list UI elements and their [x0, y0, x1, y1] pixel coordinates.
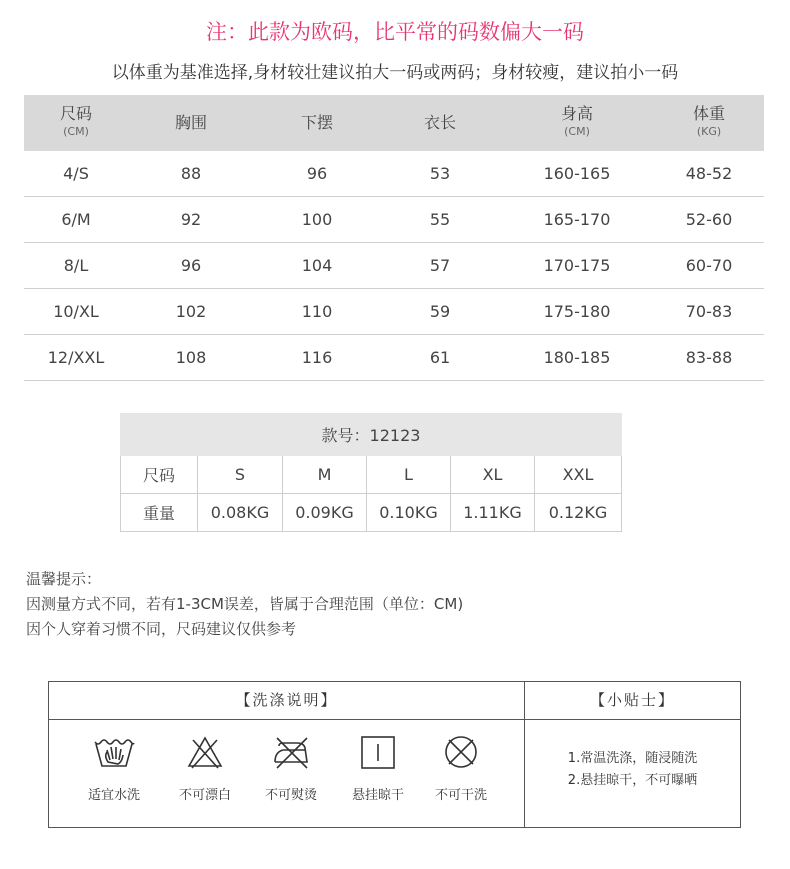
- cell-height: 175-180: [500, 289, 654, 335]
- hang-dry-icon: [358, 734, 398, 770]
- header-hem: 下摆: [254, 95, 380, 151]
- cell-weight: 52-60: [654, 197, 764, 243]
- header-chest: 胸围: [128, 95, 254, 151]
- header-size: 尺码 (CM): [24, 95, 128, 151]
- cell-length: 59: [380, 289, 500, 335]
- cell-hem: 96: [254, 151, 380, 197]
- header-weight: 体重 (KG): [654, 95, 764, 151]
- care-item-no-bleach: [160, 734, 250, 803]
- cell-weight: 0.12KG: [535, 494, 622, 532]
- cell-hem: 116: [254, 335, 380, 381]
- row-label-weight: 重量: [121, 494, 198, 532]
- cell-hem: 100: [254, 197, 380, 243]
- cell-size: 8/L: [24, 243, 128, 289]
- cell-hem: 104: [254, 243, 380, 289]
- table-row: [121, 494, 622, 532]
- cell-height: 170-175: [500, 243, 654, 289]
- cell-size: S: [198, 456, 283, 494]
- cell-length: 53: [380, 151, 500, 197]
- divider: [525, 719, 740, 720]
- cell-weight: 60-70: [654, 243, 764, 289]
- cell-weight: 0.08KG: [198, 494, 283, 532]
- care-item-no-iron: [246, 734, 336, 803]
- cell-size: XXL: [535, 456, 622, 494]
- cell-weight: 83-88: [654, 335, 764, 381]
- cell-weight: 1.11KG: [451, 494, 535, 532]
- cell-length: 61: [380, 335, 500, 381]
- cell-length: 55: [380, 197, 500, 243]
- care-item-no-dry-clean: [416, 734, 506, 803]
- hand-wash-icon: [92, 734, 136, 770]
- table-row: [24, 243, 764, 289]
- care-label: 不可漂白: [178, 788, 231, 803]
- weight-table-header-row: [121, 414, 622, 456]
- no-iron-icon: [269, 734, 313, 770]
- size-advice: 以体重为基准选择,身材较壮建议拍大一码或两码；身材较瘦，建议拍小一码: [111, 63, 679, 83]
- table-row: [24, 151, 764, 197]
- warm-tips: [26, 567, 463, 642]
- table-row: [121, 456, 622, 494]
- wash-instructions-title: 【洗涤说明】: [235, 691, 338, 709]
- care-label: 悬挂晾干: [351, 788, 404, 803]
- table-row: [24, 289, 764, 335]
- care-instructions-box: [48, 681, 741, 828]
- cell-size: 6/M: [24, 197, 128, 243]
- cell-size: L: [367, 456, 451, 494]
- care-item-hang-dry: [333, 734, 423, 803]
- tip-line: 1.常温洗涤，随浸随洗: [567, 751, 698, 766]
- row-label-size: 尺码: [121, 456, 198, 494]
- cell-height: 180-185: [500, 335, 654, 381]
- cell-height: 160-165: [500, 151, 654, 197]
- care-label: 不可熨烫: [264, 788, 317, 803]
- care-label: 适宜水洗: [87, 788, 140, 803]
- product-weight-table: [120, 413, 622, 532]
- cell-chest: 108: [128, 335, 254, 381]
- cell-chest: 96: [128, 243, 254, 289]
- tips-title: 温馨提示：: [26, 570, 102, 588]
- cell-size: 4/S: [24, 151, 128, 197]
- cell-height: 165-170: [500, 197, 654, 243]
- care-tips: [525, 748, 740, 792]
- tips-title-box: 【小贴士】: [589, 691, 675, 709]
- header-length: 衣长: [380, 95, 500, 151]
- cell-weight: 70-83: [654, 289, 764, 335]
- style-number: 款号：12123: [121, 414, 622, 456]
- no-bleach-icon: [185, 734, 225, 770]
- cell-chest: 92: [128, 197, 254, 243]
- size-chart-header-row: [24, 95, 764, 151]
- cell-hem: 110: [254, 289, 380, 335]
- tips-line-measurement: 因测量方式不同，若有1-3CM误差，皆属于合理范围（单位：CM): [26, 595, 464, 613]
- cell-chest: 102: [128, 289, 254, 335]
- cell-weight: 0.10KG: [367, 494, 451, 532]
- cell-size: M: [283, 456, 367, 494]
- divider: [49, 719, 524, 720]
- size-chart-table: [24, 95, 764, 381]
- cell-weight: 0.09KG: [283, 494, 367, 532]
- tips-line-reference: 因个人穿着习惯不同，尺码建议仅供参考: [26, 620, 297, 638]
- cell-weight: 48-52: [654, 151, 764, 197]
- cell-size: 10/XL: [24, 289, 128, 335]
- cell-chest: 88: [128, 151, 254, 197]
- header-height: 身高 (CM): [500, 95, 654, 151]
- table-row: [24, 335, 764, 381]
- cell-length: 57: [380, 243, 500, 289]
- tip-line: 2.悬挂晾干，不可曝晒: [567, 773, 698, 788]
- care-item-hand-wash: [69, 734, 159, 803]
- euro-size-notice: 注：此款为欧码，比平常的码数偏大一码: [206, 20, 584, 44]
- table-row: [24, 197, 764, 243]
- cell-size: XL: [451, 456, 535, 494]
- cell-size: 12/XXL: [24, 335, 128, 381]
- care-label: 不可干洗: [434, 788, 487, 803]
- no-dry-clean-icon: [441, 734, 481, 770]
